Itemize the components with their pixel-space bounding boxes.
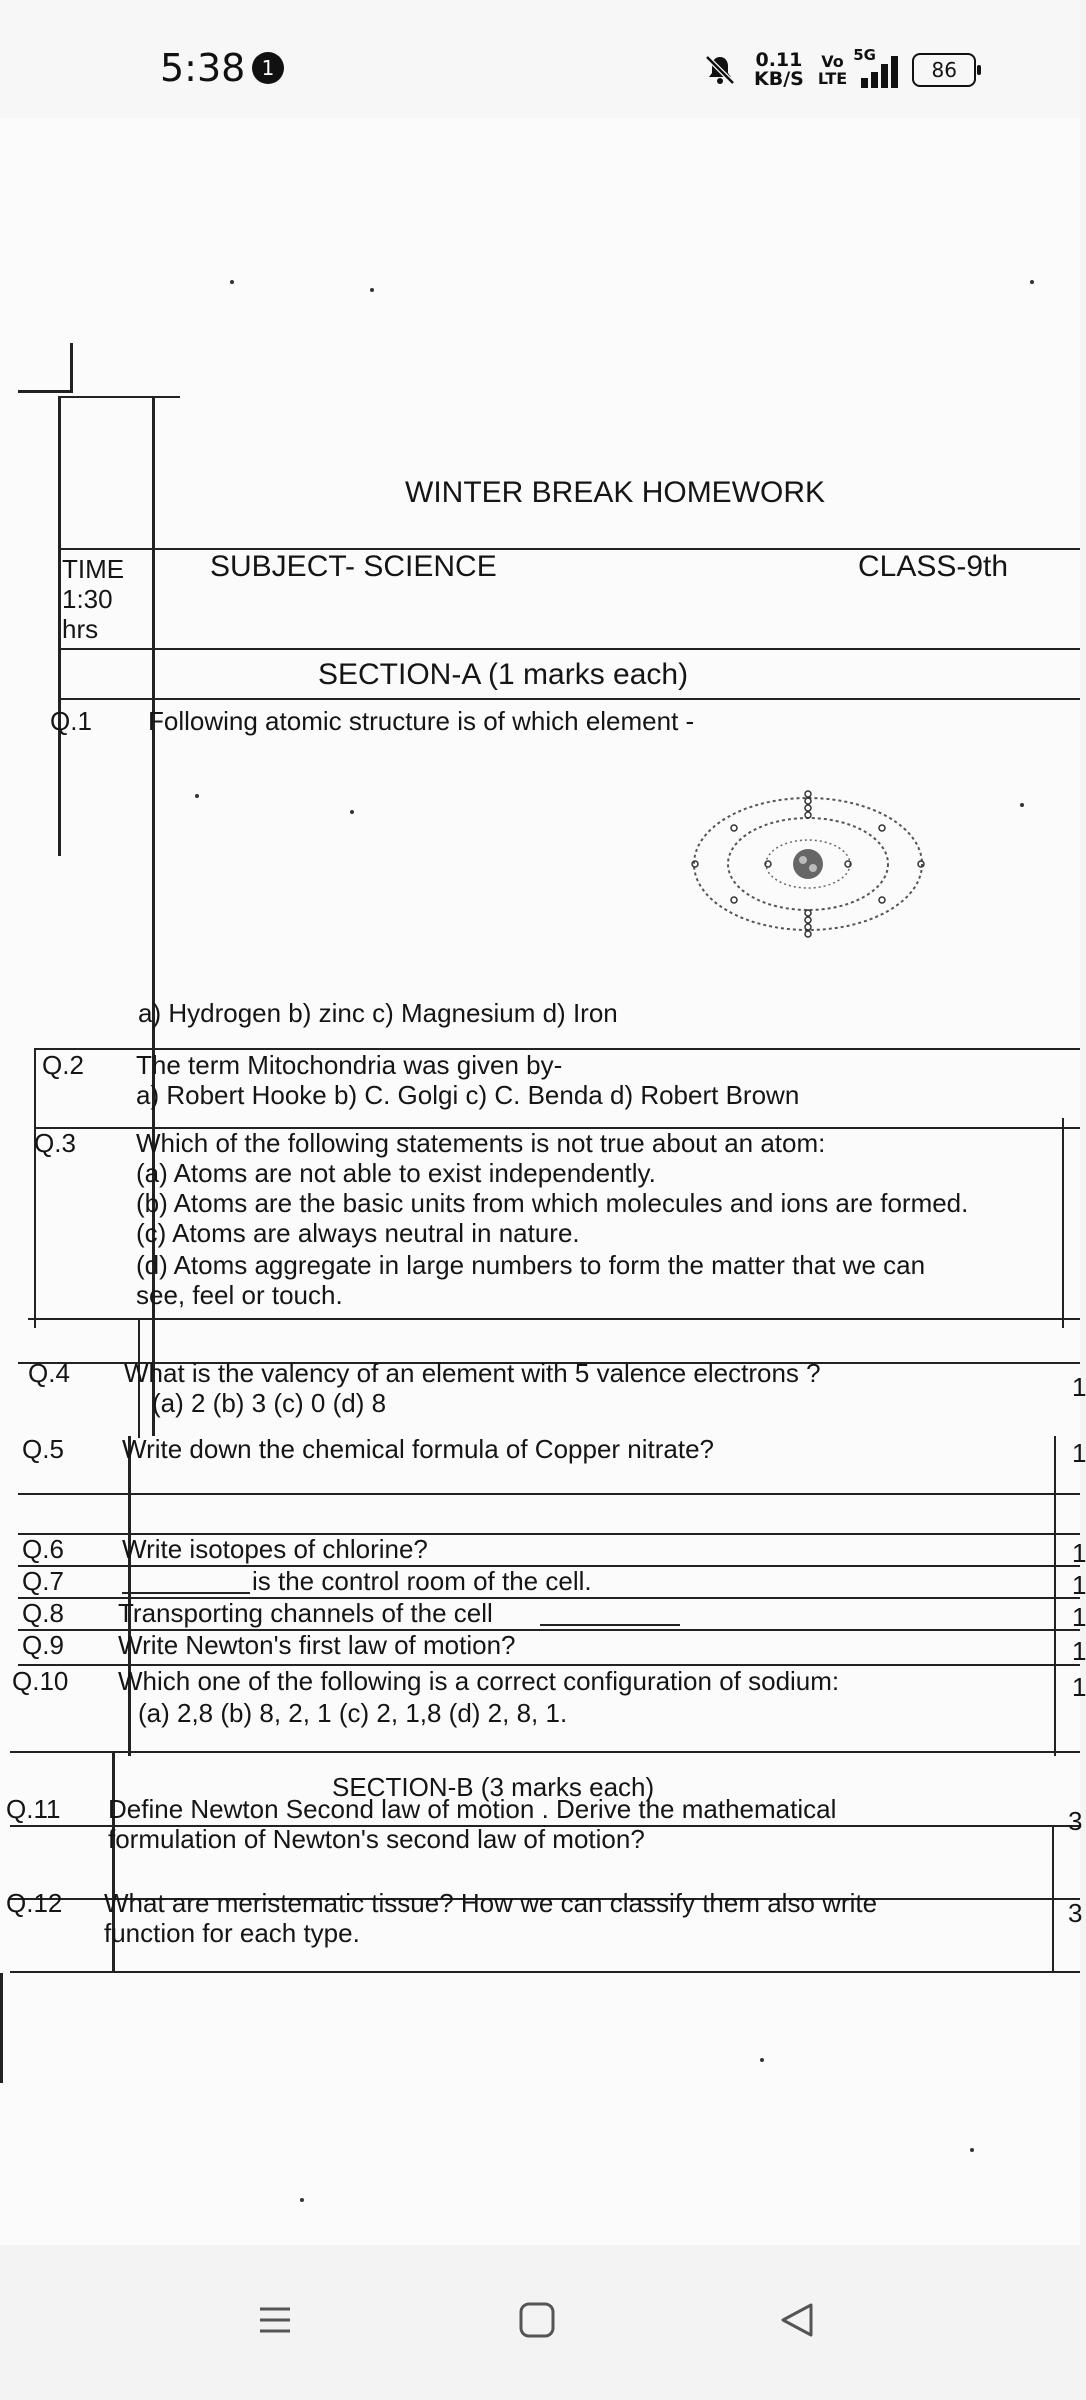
question-text: see, feel or touch. [136, 1280, 343, 1310]
marks: 1 [1072, 1636, 1086, 1666]
marks: 1 [1072, 1438, 1086, 1468]
signal-icon [853, 46, 898, 88]
question-text: (a) 2 (b) 3 (c) 0 (d) 8 [152, 1388, 387, 1418]
class-label: CLASS-9th [858, 550, 1009, 583]
question-text: Write down the chemical formula of Copper nitrate? [122, 1434, 715, 1464]
question-text: What is the valency of an element with 5 valence electrons ? [124, 1358, 821, 1388]
marks: 1 [1072, 1602, 1086, 1632]
navigation-bar [0, 2245, 1080, 2400]
notification-badge: 1 [252, 52, 284, 84]
page-title: WINTER BREAK HOMEWORK [405, 476, 826, 509]
volte-bottom: LTE [817, 69, 848, 88]
clock: 5:38 [160, 46, 246, 90]
question-number: Q.11 [6, 1794, 61, 1824]
recent-apps-icon [255, 2300, 295, 2340]
question-text: formulation of Newton's second law of motion? [108, 1824, 645, 1854]
atomic-structure-diagram [690, 788, 930, 938]
homework-sheet [0, 118, 1086, 2245]
back-button[interactable] [762, 2285, 832, 2355]
question-number: Q.4 [28, 1358, 70, 1388]
subject-label: SUBJECT- SCIENCE [210, 550, 497, 583]
document-photo [0, 118, 1086, 2245]
question-number: Q.1 [50, 706, 92, 736]
question-text: Transporting channels of the cell [118, 1598, 493, 1628]
question-number: Q.7 [22, 1566, 64, 1596]
question-text: function for each type. [104, 1918, 360, 1948]
net-speed-value: 0.11 [755, 49, 803, 71]
section-b-heading: SECTION-B (3 marks each) [332, 1772, 655, 1802]
question-text: a) Robert Hooke b) C. Golgi c) C. Benda d) Robert Brown [136, 1080, 800, 1110]
battery-icon [912, 53, 976, 87]
battery-level: 86 [931, 58, 957, 82]
time-label: TIME [62, 554, 125, 584]
question-text: is the control room of the cell. [252, 1566, 592, 1596]
status-icons [700, 48, 976, 92]
question-text: Write isotopes of chlorine? [122, 1534, 428, 1564]
question-text: Which of the following statements is not true about an atom: [136, 1128, 826, 1158]
network-type: 5G [853, 46, 876, 64]
question-number: Q.5 [22, 1434, 64, 1464]
fill-blank-line [540, 1624, 680, 1626]
marks: 1 [1072, 1538, 1086, 1568]
net-speed [754, 51, 804, 89]
question-text: (a) 2,8 (b) 8, 2, 1 (c) 2, 1,8 (d) 2, 8, 1. [138, 1698, 568, 1728]
recent-apps-button[interactable] [240, 2285, 310, 2355]
time-unit: hrs [62, 614, 99, 644]
back-icon [777, 2300, 817, 2340]
question-text: Following atomic structure is of which element - [148, 706, 695, 736]
marks: 3 [1068, 1806, 1083, 1836]
question-text: (a) Atoms are not able to exist independently. [136, 1158, 656, 1188]
status-bar [0, 0, 1080, 118]
question-text: Define Newton Second law of motion . Derive the mathematical [108, 1794, 837, 1824]
fill-blank-line [122, 1592, 250, 1594]
question-text: What are meristematic tissue? How we can classify them also write [104, 1888, 878, 1918]
question-number: Q.10 [12, 1666, 69, 1696]
question-text: (b) Atoms are the basic units from which molecules and ions are formed. [136, 1188, 969, 1218]
marks: 1 [1072, 1672, 1086, 1702]
mute-bell-icon [700, 50, 740, 90]
question-text: (c) Atoms are always neutral in nature. [136, 1218, 580, 1248]
volte-indicator [818, 53, 847, 87]
question-number: Q.9 [22, 1630, 64, 1660]
question-number: Q.8 [22, 1598, 64, 1628]
question-text: (d) Atoms aggregate in large numbers to form the matter that we can [136, 1250, 926, 1280]
net-speed-unit: KB/S [754, 68, 804, 90]
home-button[interactable] [502, 2285, 572, 2355]
volte-top: Vo [821, 52, 844, 71]
question-text: The term Mitochondria was given by- [136, 1050, 563, 1080]
section-a-heading: SECTION-A (1 marks each) [318, 658, 689, 691]
marks: 1 [1072, 1372, 1086, 1402]
question-text: Which one of the following is a correct configuration of sodium: [118, 1666, 840, 1696]
question-number: Q.6 [22, 1534, 64, 1564]
time-value: 1:30 [62, 584, 113, 614]
marks: 1 [1072, 1570, 1086, 1600]
home-icon [517, 2300, 557, 2340]
marks: 3 [1068, 1898, 1083, 1928]
question-text: Write Newton's first law of motion? [118, 1630, 516, 1660]
question-number: Q.2 [42, 1050, 84, 1080]
answer-options: a) Hydrogen b) zinc c) Magnesium d) Iron [138, 998, 618, 1028]
question-number: Q.3 [34, 1128, 76, 1158]
question-number: Q.12 [6, 1888, 63, 1918]
